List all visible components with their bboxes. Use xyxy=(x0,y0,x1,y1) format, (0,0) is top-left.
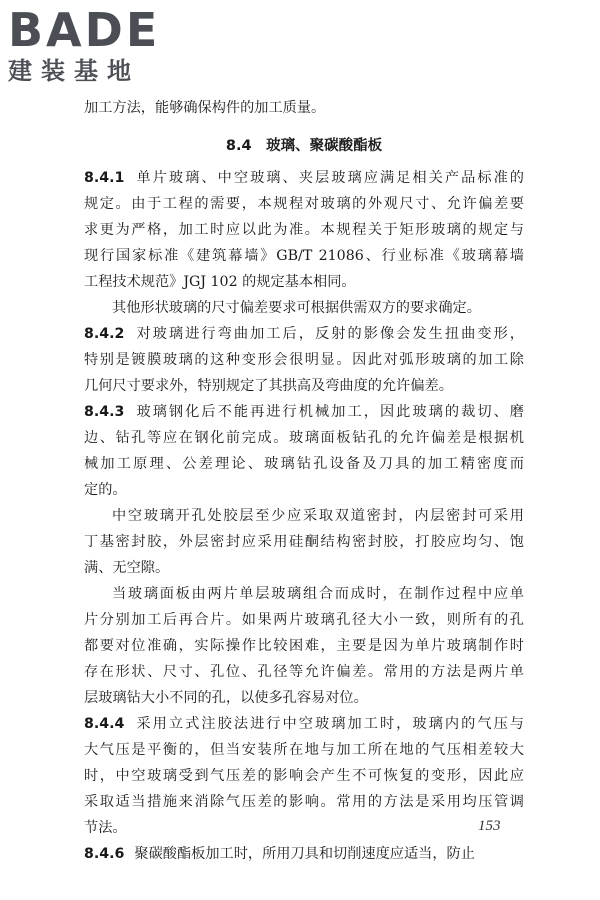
text-line: 存在形状、尺寸、孔位、孔径等允许偏差。常用的方法是两片单 xyxy=(84,664,524,680)
text-line: 8.4.4 采用立式注胶法进行中空玻璃加工时，玻璃内的气压与 xyxy=(84,716,524,732)
text-line: 8.4.1 单片玻璃、中空玻璃、夹层玻璃应满足相关产品标准的 xyxy=(84,170,524,186)
text-line: 几何尺寸要求外，特别规定了其拱高及弯曲度的允许偏差。 xyxy=(84,378,453,394)
text-line: 8.4.6 聚碳酸酯板加工时，所用刀具和切削速度应适当，防止 xyxy=(84,846,475,862)
text-line: 片分别加工后再合片。如果两片玻璃孔径大小一致，则所有的孔 xyxy=(84,612,524,628)
text-line: 工程技术规范》JGJ 102 的规定基本相同。 xyxy=(84,274,356,290)
text-line: 当玻璃面板由两片单层玻璃组合而成时，在制作过程中应单 xyxy=(112,586,524,602)
clause-number: 8.4.1 xyxy=(84,170,125,186)
text-line: 械加工原理、公差理论、玻璃钻孔设备及刀具的加工精密度而 xyxy=(84,456,524,472)
logo xyxy=(8,3,178,90)
page-content xyxy=(84,95,524,867)
text-line: 中空玻璃开孔处胶层至少应采取双道密封，内层密封可采用 xyxy=(112,508,524,524)
clause-number: 8.4.6 xyxy=(84,846,125,862)
text-line: 都要对位准确，实际操作比较困难，主要是因为单片玻璃制作时 xyxy=(84,638,524,654)
clause-8-4-6 xyxy=(84,841,524,867)
text-line: 现行国家标准《建筑幕墙》GB/T 21086、行业标准《玻璃幕墙 xyxy=(84,248,524,264)
section-title: 8.4 玻璃、聚碳酸酯板 xyxy=(225,138,383,154)
text-line: 其他形状玻璃的尺寸偏差要求可根据供需双方的要求确定。 xyxy=(112,300,481,316)
logo-brand: BADE xyxy=(8,3,161,57)
text-line: 节法。 xyxy=(84,820,127,836)
text-line: 求更为严格，加工时应以此为准。本规程关于矩形玻璃的规定与 xyxy=(84,222,524,238)
text-line: 满、无空隙。 xyxy=(84,560,170,576)
text-line: 大气压是平衡的，但当安装所在地与加工所在地的气压相差较大 xyxy=(84,742,524,758)
text-line: 规定。由于工程的需要，本规程对玻璃的外观尺寸、允许偏差要 xyxy=(84,196,524,212)
continuation-text: 加工方法，能够确保构件的加工质量。 xyxy=(84,100,326,116)
clause-8-4-2 xyxy=(84,321,524,399)
text-line: 时，中空玻璃受到气压差的影响会产生不可恢复的变形，因此应 xyxy=(84,768,524,784)
clause-8-4-1 xyxy=(84,165,524,321)
clause-number: 8.4.2 xyxy=(84,326,125,342)
text-line: 定的。 xyxy=(84,482,127,498)
clause-number: 8.4.3 xyxy=(84,404,125,420)
clause-number: 8.4.4 xyxy=(84,716,125,732)
text-line: 特别是镀膜玻璃的这种变形会很明显。因此对弧形玻璃的加工除 xyxy=(84,352,524,368)
clause-list xyxy=(84,165,524,867)
text-line: 8.4.2 对玻璃进行弯曲加工后，反射的影像会发生扭曲变形， xyxy=(84,326,524,342)
text-line: 采取适当措施来消除气压差的影响。常用的方法是采用均压管调 xyxy=(84,794,524,810)
logo-subtitle: 建装基地 xyxy=(8,57,140,85)
clause-8-4-4 xyxy=(84,711,524,841)
text-line: 8.4.3 玻璃钢化后不能再进行机械加工，因此玻璃的裁切、磨 xyxy=(84,404,524,420)
text-line: 层玻璃钻大小不同的孔，以使多孔容易对位。 xyxy=(84,690,368,706)
text-line: 丁基密封胶，外层密封应采用硅酮结构密封胶，打胶应均匀、饱 xyxy=(84,534,524,550)
clause-8-4-3 xyxy=(84,399,524,711)
text-line: 边、钻孔等应在钢化前完成。玻璃面板钻孔的允许偏差是根据机 xyxy=(84,430,524,446)
page-number: 153 xyxy=(478,818,501,834)
